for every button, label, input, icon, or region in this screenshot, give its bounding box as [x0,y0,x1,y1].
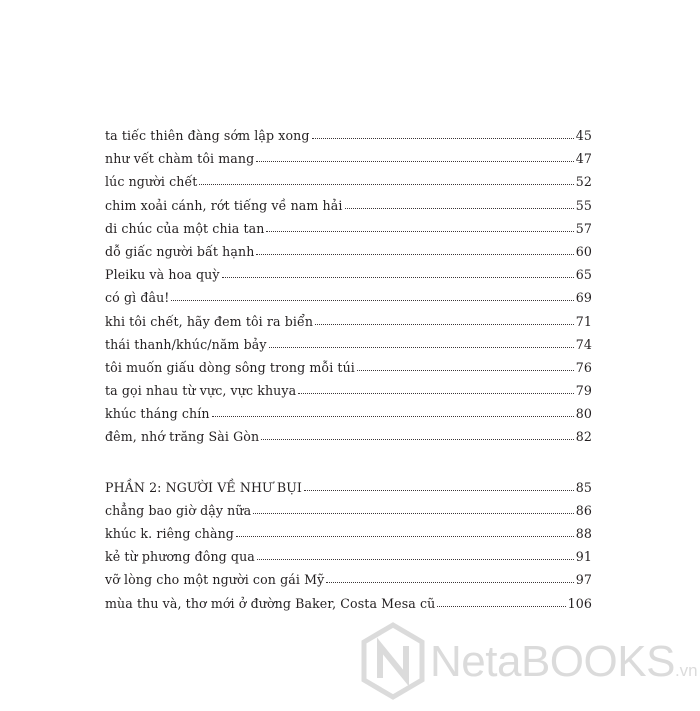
netabooks-logo-icon [360,622,426,700]
dot-leader [261,439,574,440]
toc-entry-title: PHẦN 2: NGƯỜI VỀ NHƯ BỤI [105,479,302,495]
toc-entry-title: kẻ từ phương đông qua [105,549,255,565]
toc-entry-page: 88 [575,526,592,541]
toc-entry-title: tôi muốn giấu dòng sông trong mỗi túi [105,359,355,375]
toc-entry [105,596,592,619]
toc-entry-page: 76 [575,359,592,375]
toc-entry-page: 60 [575,243,592,259]
toc-entry-title: dỗ giấc người bất hạnh [105,243,255,259]
toc-entry-title: chẳng bao giờ dậy nữa [105,502,252,518]
toc-entry [105,383,592,406]
toc-entry-title: mùa thu và, thơ mới ở đường Baker, Costa Mesa cũ [105,595,436,611]
toc-entry-title: ta tiếc thiên đàng sớm lập xong [105,128,310,143]
toc-entry-page: 80 [575,406,592,422]
watermark-text [430,638,698,695]
toc-entry [105,360,592,383]
dot-leader [269,347,574,348]
watermark-suffix: .vn [674,661,698,680]
dot-leader [171,300,573,301]
toc-entry [105,244,592,267]
dot-leader [236,536,574,537]
toc-entry-title: thái thanh/khúc/năm bảy [105,336,267,352]
toc-entry [105,151,592,174]
toc-section-1 [105,128,592,453]
toc-entry-title: lúc người chết [105,174,198,190]
toc-entry-page: 71 [575,313,592,329]
toc-entry-title: khúc k. riêng chàng [105,526,234,541]
toc-entry-title: khi tôi chết, hãy đem tôi ra biển [105,313,314,329]
toc-entry-title: có gì đâu! [105,290,170,306]
toc-entry-title: chim xoải cánh, rớt tiếng về nam hải [105,197,343,213]
toc-entry [105,572,592,595]
toc-entry-title: Pleiku và hoa quỳ [105,267,220,283]
toc-entry [105,221,592,244]
dot-leader [256,161,573,162]
toc-entry-page: 82 [575,429,592,445]
dot-leader [266,231,573,232]
toc-entry [105,128,592,151]
toc-entry-title: di chúc của một chia tan [105,220,265,236]
toc-entry-title: đêm, nhớ trăng Sài Gòn [105,429,260,445]
dot-leader [256,254,573,255]
dot-leader [212,416,574,417]
toc-entry-page: 74 [575,336,592,352]
toc-section-2 [105,480,592,619]
dot-leader [253,513,574,514]
dot-leader [304,490,574,491]
toc-entry-page: 86 [575,502,592,518]
toc-entry-page: 79 [575,383,592,399]
section-gap [105,453,592,480]
toc-entry [105,337,592,360]
netabooks-watermark [360,622,698,702]
dot-leader [199,184,573,185]
toc-entry-page: 85 [575,479,592,495]
table-of-contents [105,128,592,619]
toc-entry [105,290,592,313]
toc-entry-page: 91 [575,549,592,565]
dot-leader [222,277,574,278]
watermark-brand: NetaBOOKS [430,637,675,686]
toc-entry [105,174,592,197]
toc-entry-page: 45 [575,128,592,143]
dot-leader [315,324,574,325]
dot-leader [345,208,574,209]
toc-entry [105,480,592,503]
toc-entry [105,503,592,526]
toc-entry [105,526,592,549]
toc-entry [105,406,592,429]
toc-entry-page: 57 [575,220,592,236]
dot-leader [357,370,574,371]
toc-entry [105,198,592,221]
toc-entry-title: khúc tháng chín [105,406,210,422]
dot-leader [298,393,574,394]
toc-entry-page: 69 [575,290,592,306]
dot-leader [257,559,574,560]
toc-entry-title: ta gọi nhau từ vực, vực khuya [105,383,297,399]
toc-entry-title: như vết chàm tôi mang [105,151,255,167]
dot-leader [437,606,565,607]
toc-entry-page: 106 [567,595,592,611]
toc-entry-page: 47 [575,151,592,167]
toc-entry-title: vỡ lòng cho một người con gái Mỹ [105,572,325,588]
toc-entry-page: 97 [575,572,592,588]
dot-leader [326,582,573,583]
toc-entry [105,314,592,337]
toc-entry [105,549,592,572]
toc-entry [105,267,592,290]
toc-entry-page: 65 [575,267,592,283]
toc-entry-page: 55 [575,197,592,213]
dot-leader [312,138,574,139]
toc-entry-page: 52 [575,174,592,190]
toc-entry [105,429,592,452]
